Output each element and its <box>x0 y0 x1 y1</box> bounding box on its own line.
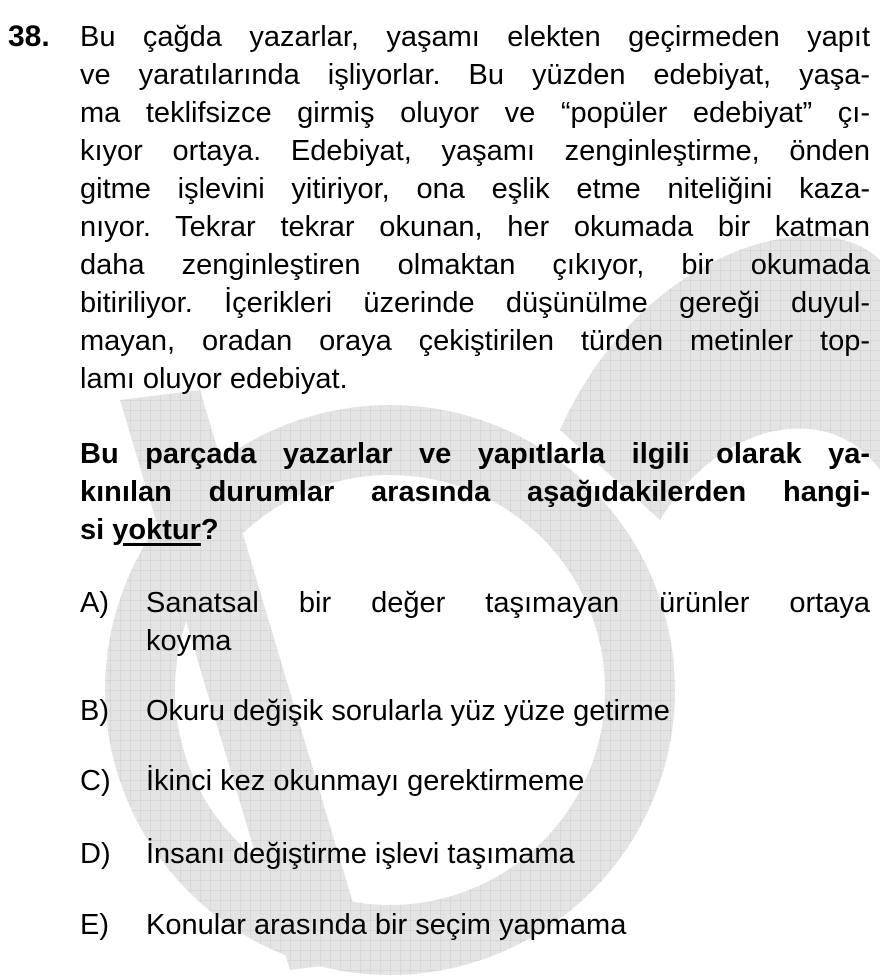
stem-underlined-word: yoktur <box>112 514 201 546</box>
question-passage <box>80 18 870 398</box>
stem-punctuation: ? <box>200 514 219 546</box>
option-line: Okuru değişik sorularla yüz yüze getirme <box>146 695 670 727</box>
option-letter: B) <box>80 695 109 727</box>
question-number: 38. <box>8 20 50 53</box>
passage-line: bitiriliyor. İçerikleri üzerinde düşünülme gereği duyul- <box>80 287 870 319</box>
passage-line: gitme işlevini yitiriyor, ona eşlik etme niteliğini kaza- <box>80 173 870 205</box>
option-letter: E) <box>80 909 109 941</box>
stem-text: si <box>80 514 113 546</box>
passage-line: lamı oluyor edebiyat. <box>80 363 348 395</box>
option-line: koyma <box>146 625 232 657</box>
option-text <box>146 692 870 730</box>
option-letter: C) <box>80 765 111 797</box>
stem-line <box>80 511 870 549</box>
option-line: Sanatsal bir değer taşımayan ürünler ortaya <box>146 587 870 619</box>
option-line: İkinci kez okunmayı gerektirmeme <box>146 765 585 797</box>
option-letter: A) <box>80 587 109 619</box>
passage-line: Bu çağda yazarlar, yaşamı elekten geçirmeden yapıt <box>80 21 870 53</box>
question-stem <box>80 435 870 549</box>
passage-line: kıyor ortaya. Edebiyat, yaşamı zenginleştirme, önden <box>80 135 870 167</box>
passage-line: daha zenginleştiren olmaktan çıkıyor, bir okumada <box>80 249 870 281</box>
option-text <box>146 762 870 800</box>
option-letter: D) <box>80 838 111 870</box>
passage-line: ve yaratılarında işliyorlar. Bu yüzden edebiyat, yaşa- <box>80 59 870 91</box>
passage-line: mayan, oradan oraya çekiştirilen türden metinler top- <box>80 325 870 357</box>
option-line: Konular arasında bir seçim yapmama <box>146 909 627 941</box>
option-text <box>146 835 870 873</box>
option-text <box>146 906 870 944</box>
option-line: İnsanı değiştirme işlevi taşımama <box>146 838 575 870</box>
option-text <box>146 584 870 660</box>
passage-line: nıyor. Tekrar tekrar okunan, her okumada bir katman <box>80 211 870 243</box>
stem-line: Bu parçada yazarlar ve yapıtlarla ilgili olarak ya- <box>80 438 870 470</box>
stem-line: kınılan durumlar arasında aşağıdakilerden hangi- <box>80 476 870 508</box>
passage-line: ma teklifsizce girmiş oluyor ve “popüler edebiyat” çı- <box>80 97 870 129</box>
